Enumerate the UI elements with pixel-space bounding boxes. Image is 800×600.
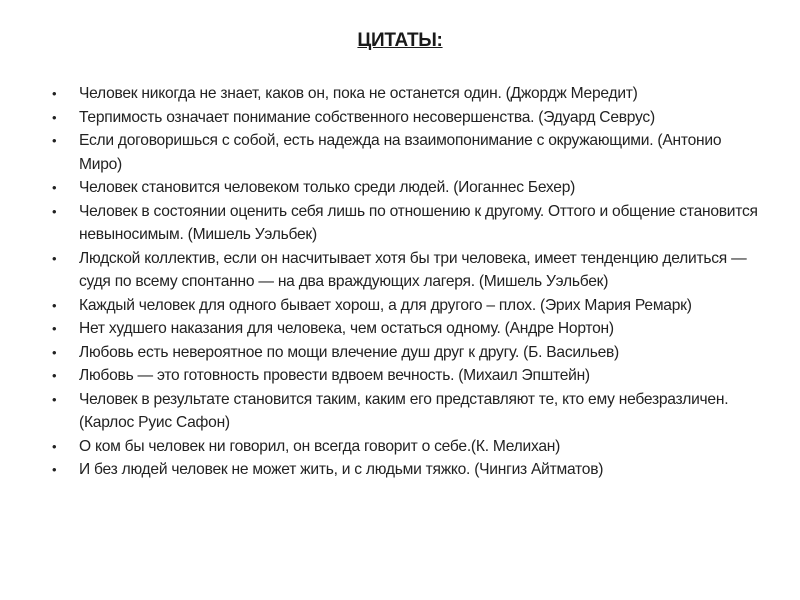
quote-item	[52, 388, 764, 435]
quote-item	[52, 341, 764, 365]
quotes-list	[52, 82, 764, 482]
quote-item	[52, 435, 764, 459]
slide-title: ЦИТАТЫ:	[357, 30, 443, 51]
quote-item	[52, 82, 764, 106]
quote-item	[52, 106, 764, 130]
quote-text: Любовь — это готовность провести вдвоем вечность. (Михаил Эпштейн)	[79, 367, 590, 384]
quote-text: Нет худшего наказания для человека, чем остаться одному. (Андре Нортон)	[79, 320, 614, 337]
bullet-icon: •	[52, 203, 57, 219]
quote-text: Каждый человек для одного бывает хорош, а для другого – плох. (Эрих Мария Ремарк)	[79, 296, 692, 314]
quote-text: Человек становится человеком только среди людей. (Иоганнес Бехер)	[79, 179, 576, 196]
bullet-icon: •	[52, 391, 57, 407]
bullet-icon: •	[52, 133, 57, 148]
bullet-icon: •	[52, 86, 57, 101]
quote-item	[52, 294, 764, 318]
bullet-icon: •	[52, 180, 57, 195]
bullet-icon: •	[52, 462, 57, 477]
quote-text: Людской коллектив, если он насчитывает хотя бы три человека, имеет тенденцию делиться — судя по всему спонтанно — на два враждующих лагеря. (Мишель Уэльбек)	[79, 249, 747, 290]
bullet-icon: •	[52, 250, 57, 266]
quote-item	[52, 364, 764, 388]
quote-item	[52, 247, 764, 294]
bullet-icon: •	[52, 368, 57, 383]
quote-text: Любовь есть невероятное по мощи влечение душ друг к другу. (Б. Васильев)	[79, 343, 619, 361]
quote-text: Человек никогда не знает, каков он, пока не останется один. (Джордж Мередит)	[79, 85, 638, 102]
quote-item	[52, 129, 764, 176]
quote-item	[52, 200, 764, 247]
bullet-icon: •	[52, 297, 57, 313]
quote-item	[52, 176, 764, 200]
quote-text: Терпимость означает понимание собственного несовершенства. (Эдуард Севрус)	[79, 108, 655, 126]
quote-text: О ком бы человек ни говорил, он всегда говорит о себе.(К. Мелихан)	[79, 437, 561, 455]
bullet-icon: •	[52, 109, 57, 125]
quote-text: Человек в результате становится таким, каким его представляют те, кто ему небезразличен. (Карлос Руис Сафон)	[79, 390, 729, 431]
bullet-icon: •	[52, 344, 57, 360]
quote-item	[52, 458, 764, 482]
bullet-icon: •	[52, 321, 57, 336]
quote-text: И без людей человек не может жить, и с людьми тяжко. (Чингиз Айтматов)	[79, 461, 604, 478]
quote-item	[52, 317, 764, 341]
bullet-icon: •	[52, 438, 57, 454]
quote-text: Если договоришься с собой, есть надежда на взаимопонимание с окружающими. (Антонио Миро)	[79, 132, 722, 173]
quote-text: Человек в состоянии оценить себя лишь по отношению к другому. Оттого и общение становится невыносимым. (Мишель Уэльбек)	[79, 202, 758, 243]
